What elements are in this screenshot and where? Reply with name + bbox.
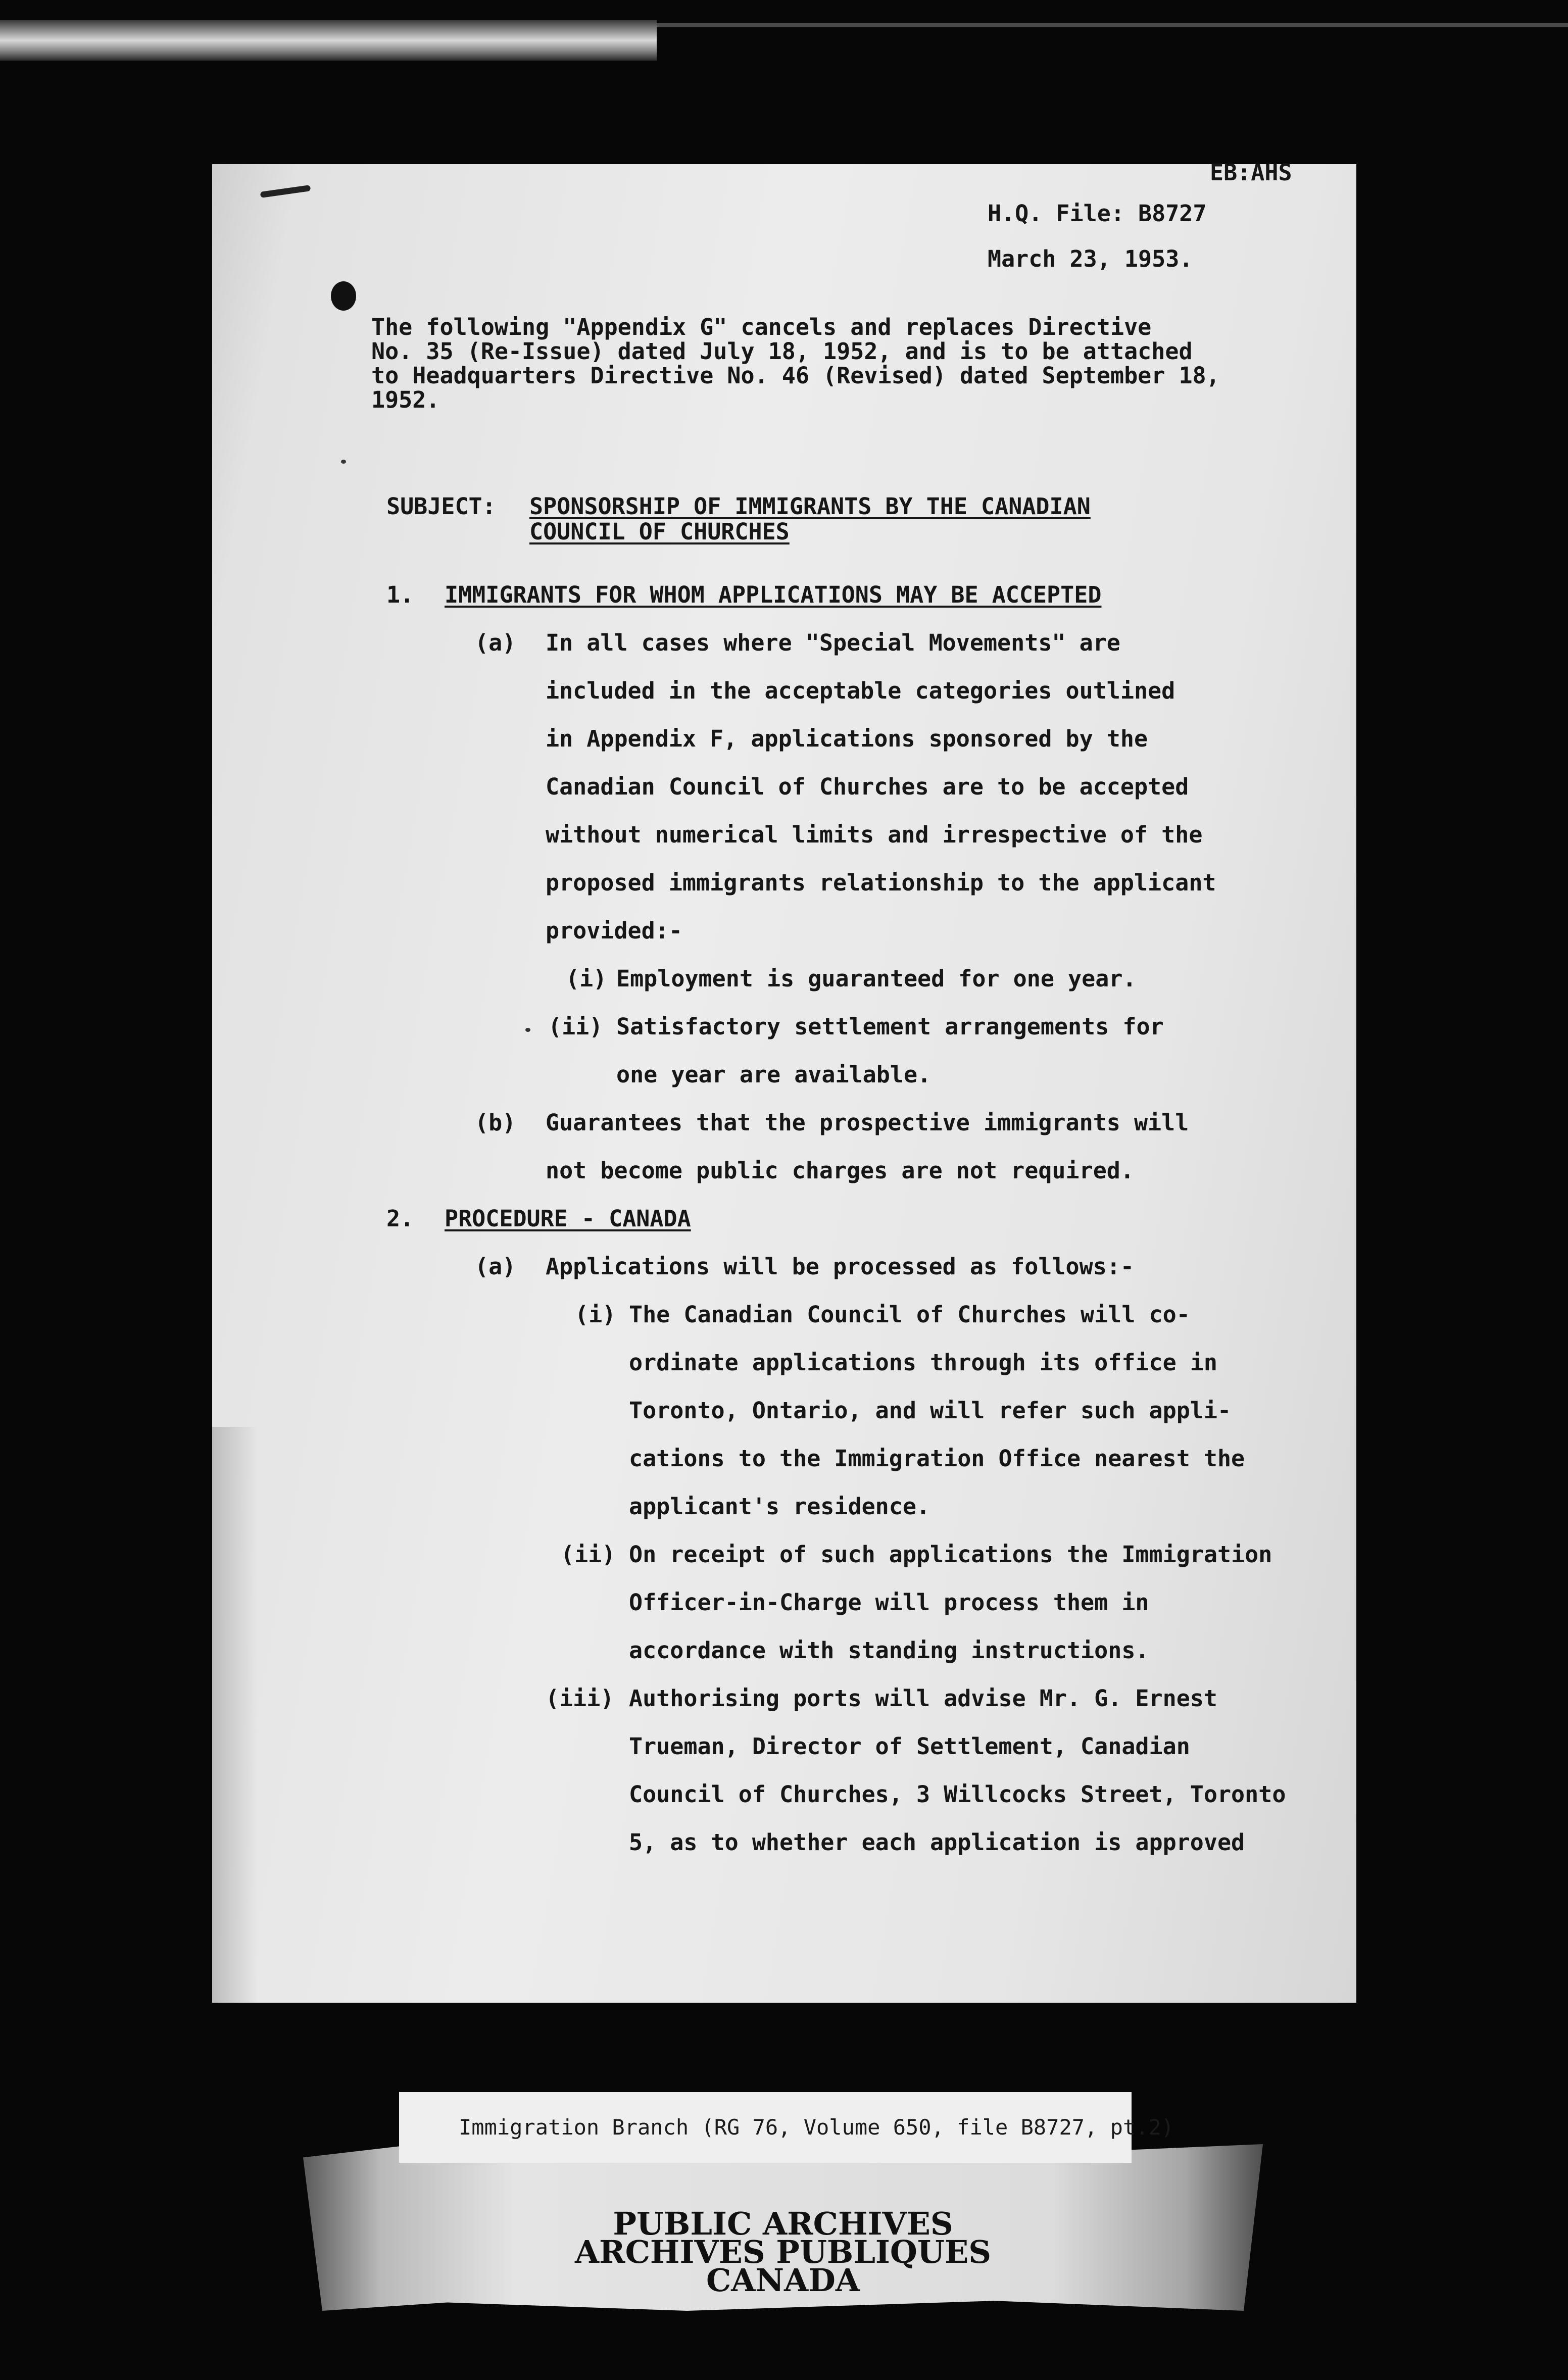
- preamble-line: The following "Appendix G" cancels and replaces Directive: [371, 314, 1152, 340]
- subject-label: SUBJECT:: [386, 493, 496, 520]
- body-line: Applications will be processed as follows:-: [546, 1253, 1134, 1280]
- pen-mark: [260, 185, 311, 198]
- stamp-line: PUBLIC ARCHIVES: [613, 2205, 953, 2242]
- body-line: In all cases where "Special Movements" are: [546, 629, 1120, 656]
- body-line: not become public charges are not required.: [546, 1157, 1134, 1184]
- preamble-line: 1952.: [371, 386, 440, 413]
- item-marker: (ii): [548, 1013, 603, 1040]
- subject-line: SPONSORSHIP OF IMMIGRANTS BY THE CANADIAN: [529, 493, 1091, 520]
- body-line: cations to the Immigration Office nearest the: [629, 1445, 1245, 1472]
- item-marker: (ii): [561, 1541, 616, 1568]
- body-line: ordinate applications through its office in: [629, 1349, 1217, 1376]
- body-line: included in the acceptable categories outlined: [546, 677, 1175, 704]
- body-line: accordance with standing instructions.: [629, 1637, 1149, 1664]
- body-line: On receipt of such applications the Immigration: [629, 1541, 1272, 1568]
- body-line: provided:-: [546, 917, 682, 944]
- body-line: Authorising ports will advise Mr. G. Ernest: [629, 1685, 1217, 1712]
- item-marker: (iii): [546, 1685, 614, 1712]
- film-edge-line: [657, 23, 1568, 27]
- item-marker: (i): [575, 1301, 616, 1328]
- body-line: applicant's residence.: [629, 1493, 930, 1520]
- body-line: Council of Churches, 3 Willcocks Street, Toronto: [629, 1781, 1286, 1808]
- archive-label: [399, 2092, 1174, 2163]
- body-line: Guarantees that the prospective immigrants will: [546, 1109, 1189, 1136]
- item-marker: (i): [566, 965, 607, 992]
- page-shadow: [212, 1427, 258, 2003]
- film-edge-strip: [0, 20, 657, 61]
- body-line: Employment is guaranteed for one year.: [616, 965, 1137, 992]
- stamp-line: ARCHIVES PUBLIQUES: [574, 2234, 992, 2270]
- file-reference: H.Q. File: B8727: [988, 200, 1207, 227]
- item-marker: (a): [475, 1253, 516, 1280]
- body-line: proposed immigrants relationship to the applicant: [546, 869, 1216, 896]
- speck: [525, 1028, 530, 1032]
- document-date: March 23, 1953.: [988, 245, 1193, 272]
- speck: [341, 460, 346, 464]
- preamble-line: to Headquarters Directive No. 46 (Revised) dated September 18,: [371, 362, 1220, 389]
- preamble-line: No. 35 (Re-Issue) dated July 18, 1952, and is to be attached: [371, 338, 1193, 365]
- body-line: Toronto, Ontario, and will refer such appli-: [629, 1397, 1232, 1424]
- body-line: one year are available.: [616, 1061, 932, 1088]
- archive-label-text: Immigration Branch (RG 76, Volume 650, file B8727, pt.2): [459, 2115, 1174, 2140]
- body-line: The Canadian Council of Churches will co-: [629, 1301, 1190, 1328]
- initials: EB:AHS: [1210, 159, 1292, 186]
- section-1-number: 1.: [386, 581, 414, 608]
- body-line: Canadian Council of Churches are to be accepted: [546, 773, 1189, 800]
- item-marker: (a): [475, 629, 516, 656]
- body-line: Trueman, Director of Settlement, Canadian: [629, 1733, 1190, 1760]
- section-2-number: 2.: [386, 1205, 414, 1232]
- stamp-line: CANADA: [706, 2262, 860, 2299]
- item-marker: (b): [475, 1109, 516, 1136]
- archive-stamp: [303, 2205, 1263, 2299]
- ink-blot: [331, 281, 356, 311]
- body-line: Officer-in-Charge will process them in: [629, 1589, 1149, 1616]
- document-page: [212, 159, 1356, 2003]
- body-line: in Appendix F, applications sponsored by the: [546, 725, 1148, 752]
- body-line: without numerical limits and irrespective of the: [546, 821, 1203, 848]
- subject-line: COUNCIL OF CHURCHES: [529, 518, 790, 545]
- section-2-heading: PROCEDURE - CANADA: [445, 1205, 691, 1232]
- section-1-heading: IMMIGRANTS FOR WHOM APPLICATIONS MAY BE ACCEPTED: [445, 581, 1102, 608]
- body-line: Satisfactory settlement arrangements for: [616, 1013, 1164, 1040]
- body-line: 5, as to whether each application is approved: [629, 1829, 1245, 1856]
